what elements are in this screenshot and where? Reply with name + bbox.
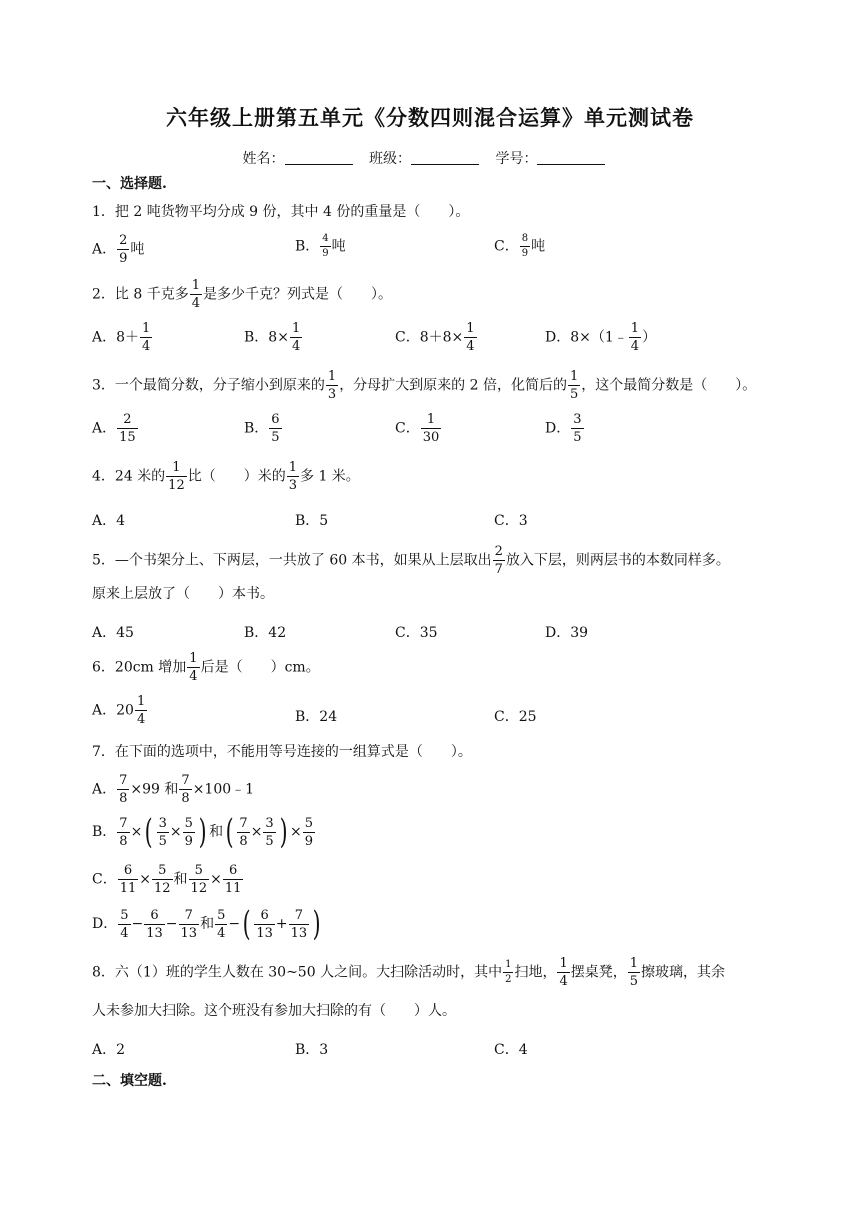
q3-option-d[interactable]: D． $\frac{3}{5}$ <box>545 412 582 445</box>
q2-option-c[interactable]: C．8＋8× $\frac{1}{4}$ <box>395 321 475 354</box>
page-title: 六年级上册第五单元《分数四则混合运算》单元测试卷 <box>166 105 694 130</box>
q5-option-d[interactable]: D．39 <box>545 625 589 641</box>
q5-option-c[interactable]: C．35 <box>395 625 438 641</box>
q8-option-b[interactable]: B．3 <box>295 1042 329 1058</box>
question-3: 3．一个最简分数，分子缩小到原来的 $\frac{1}{3}$ ，分母扩大到原来的 2 倍，化简后的 $\frac{1}{5}$ ，这个最简分数是（ ）。 <box>92 369 757 402</box>
q3-option-c[interactable]: C． $\frac{1}{30}$ <box>395 412 440 445</box>
q2-option-b[interactable]: B．8× $\frac{1}{4}$ <box>244 321 301 354</box>
name-blank[interactable] <box>285 150 353 165</box>
q4-option-b[interactable]: B．5 <box>295 513 329 529</box>
q5-option-b[interactable]: B．42 <box>244 625 287 641</box>
question-2: 2．比 8 千克多 $\frac{1}{4}$ 是多少千克？列式是（ ）。 <box>92 278 392 311</box>
q4-option-a[interactable]: A．4 <box>92 513 126 529</box>
student-info <box>0 148 860 168</box>
id-label: 学号： <box>495 151 538 167</box>
q1-option-c[interactable]: C． $\frac{8}{9}$ 吨 <box>494 233 546 259</box>
q1-option-b[interactable]: B． $\frac{4}{9}$ 吨 <box>295 233 346 259</box>
question-1: 1．把 2 吨货物平均分成 9 份，其中 4 份的重量是（ ）。 <box>92 204 470 220</box>
question-7: 7．在下面的选项中，不能用等号连接的一组算式是（ ）。 <box>92 744 472 760</box>
id-blank[interactable] <box>537 150 605 165</box>
q2-option-d[interactable]: D．8×（1﹣ $\frac{1}{4}$ ） <box>545 321 657 354</box>
q3-option-b[interactable]: B． $\frac{6}{5}$ <box>244 412 280 445</box>
q8-option-a[interactable]: A．2 <box>92 1042 126 1058</box>
q5-option-a[interactable]: A．45 <box>92 625 134 641</box>
q6-option-c[interactable]: C．25 <box>494 709 537 725</box>
q7-option-d[interactable]: D． $\frac{5}{4}$ − $\frac{6}{13}$ − $\frac{7}{13}$ 和 $\frac{5}{4}$ −( $\frac{6}{13}$ + $\frac{7}{13}$ ) <box>92 904 321 944</box>
question-8-line2: 人未参加大扫除。这个班没有参加大扫除的有（ ）人。 <box>92 1003 456 1019</box>
question-4: 4．24 米的 $\frac{1}{12}$ 比（ ）米的 $\frac{1}{3}$ 多 1 米。 <box>92 460 360 493</box>
q8-option-c[interactable]: C．4 <box>494 1042 528 1058</box>
class-label: 班级： <box>369 151 411 167</box>
q7-option-a[interactable]: A． $\frac{7}{8}$ ×99 和 $\frac{7}{8}$ ×100﹣1 <box>92 773 255 806</box>
question-8: 8．六（1）班的学生人数在 30~50 人之间。大扫除活动时，其中 $\frac{1}{2}$ 扫地， $\frac{1}{4}$ 摆桌凳， $\frac{1}{5}$ 擦玻璃，其余 <box>92 956 726 989</box>
name-label: 姓名： <box>242 151 285 167</box>
section-heading: 一、选择题. <box>92 176 167 192</box>
question-5-line2: 原来上层放了（ ）本书。 <box>92 586 274 602</box>
question-5: 5．—个书架分上、下两层，一共放了 60 本书，如果从上层取出 $\frac{2}{7}$ 放入下层，则两层书的本数同样多。 <box>92 544 730 577</box>
q1-option-a[interactable]: A． $\frac{2}{9}$ 吨 <box>92 233 145 266</box>
q4-option-c[interactable]: C．3 <box>494 513 528 529</box>
q6-option-a[interactable]: A．20 $\frac{1}{4}$ <box>92 694 146 727</box>
question-6: 6．20cm 增加 $\frac{1}{4}$ 后是（ ）cm。 <box>92 651 320 684</box>
q3-option-a[interactable]: A． $\frac{2}{15}$ <box>92 412 136 445</box>
q7-option-c[interactable]: C． $\frac{6}{11}$ × $\frac{5}{12}$ 和 $\frac{5}{12}$ × $\frac{6}{11}$ <box>92 863 242 896</box>
q7-option-b[interactable]: B． $\frac{7}{8}$ ×( $\frac{3}{5}$ × $\frac{5}{9}$ ) 和( $\frac{7}{8}$ × $\frac{3}{5}$ ) × $\frac{5}{9}$ <box>92 812 313 852</box>
class-blank[interactable] <box>411 150 479 165</box>
section-heading-2: 二、填空题. <box>92 1073 167 1089</box>
q6-option-b[interactable]: B．24 <box>295 709 338 725</box>
q2-option-a[interactable]: A．8＋ $\frac{1}{4}$ <box>92 321 151 354</box>
